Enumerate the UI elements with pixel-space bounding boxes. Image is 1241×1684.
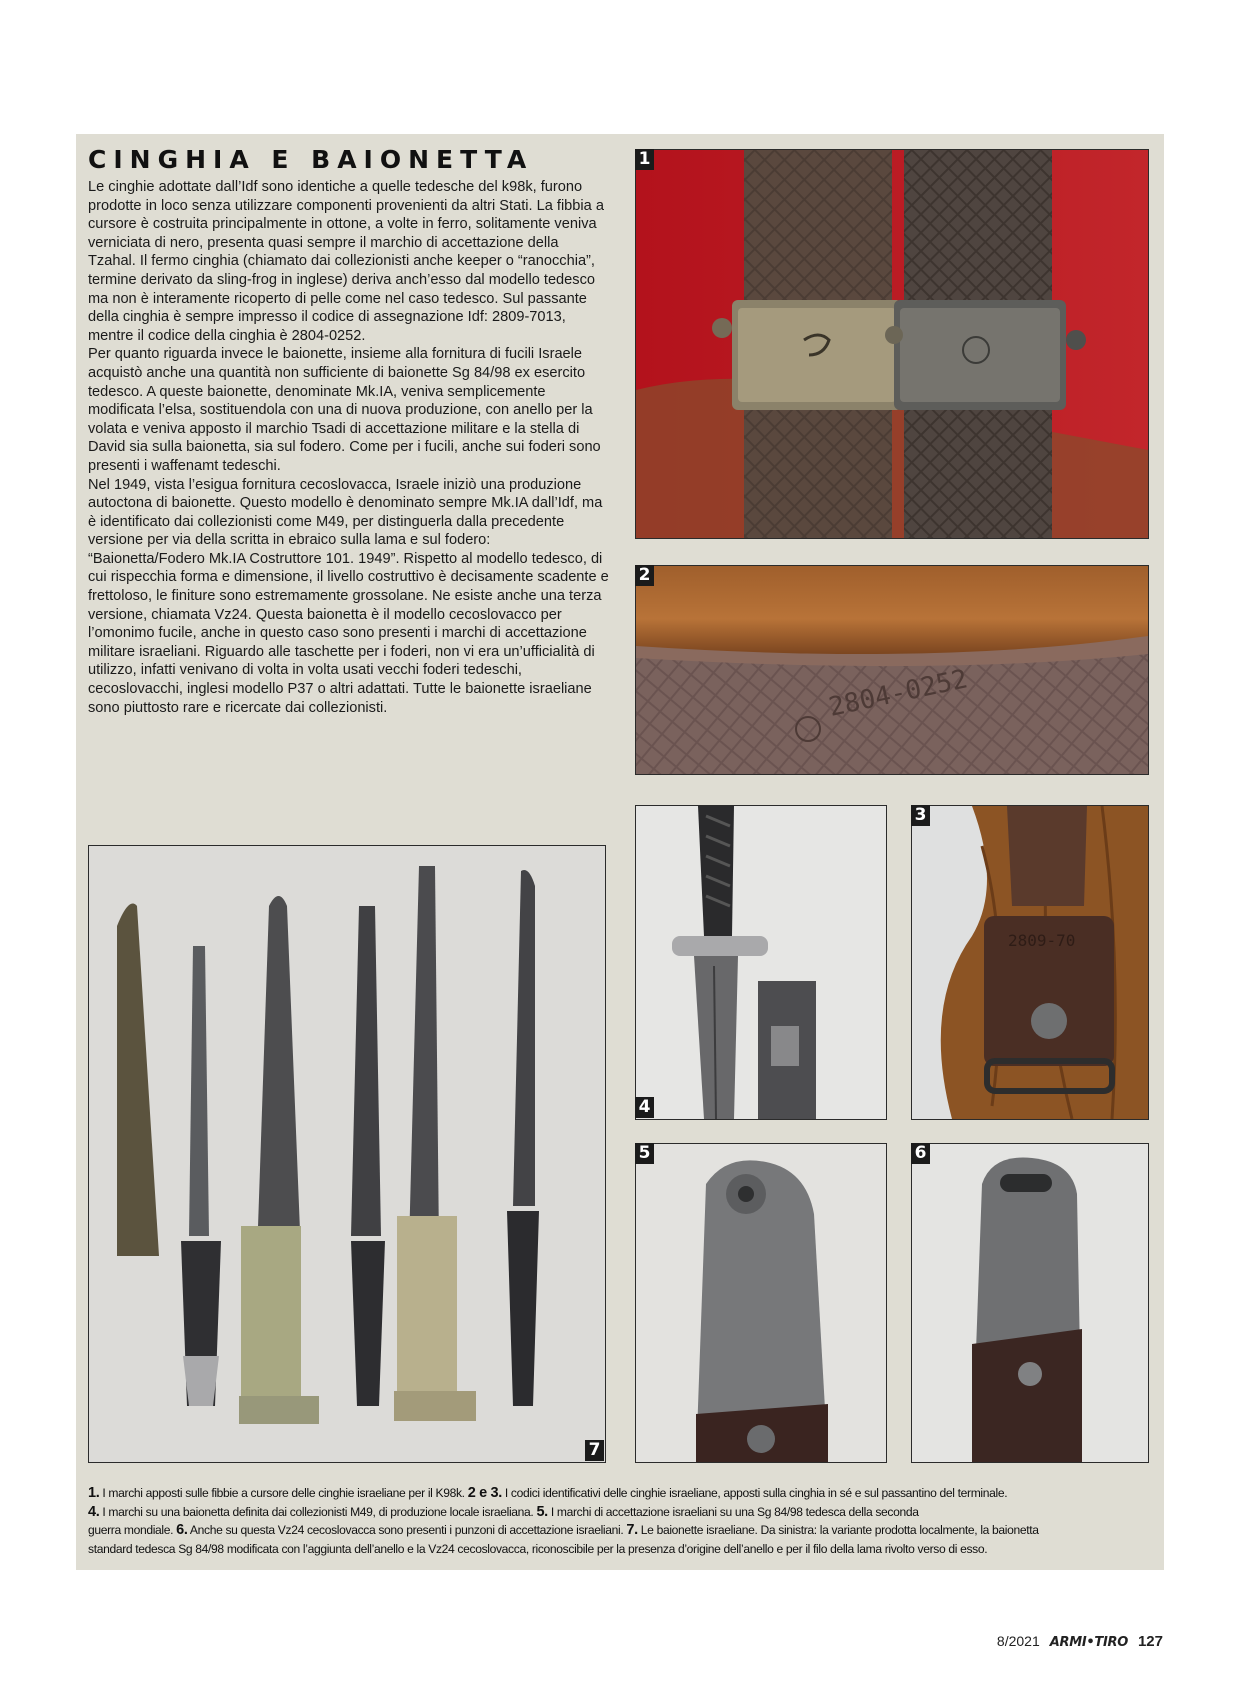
photo-number: 1 [635, 149, 654, 170]
photo-number: 6 [911, 1143, 930, 1164]
photo-vz24-marks [911, 1143, 1149, 1463]
photo-keeper [911, 805, 1149, 1120]
caption-text: Le baionette israeliane. Da sinistra: la variante prodotta localmente, la baionetta [637, 1523, 1039, 1538]
paragraph: Per quanto riguarda invece le baionette, insieme alla fornitura di fucili Israele acquistò anche una quantità non sufficiente di baionette Sg 84/98 ex esercito tedesco. A queste baionette, denominate Mk.IA, veniva semplicemente modificata l’elsa, sostituendola con una di nuova produzione, con anello per la volata e veniva apposto il marchio Tsadi di accettazione militare e la stella di David sia sulla baionetta, sia sul fodero. Come per i fucili, anche sui foderi sono presenti i waffenamt tedeschi. [88, 346, 601, 474]
page-number: 127 [1137, 1633, 1163, 1650]
caption-text: I marchi apposti sulle fibbie a cursore delle cinghie israeliane per il K98k. [99, 1486, 468, 1500]
caption-number: 5. [536, 1503, 548, 1520]
photo-israeli-bayonets [88, 845, 606, 1463]
caption-number: 2 e 3. [467, 1485, 502, 1501]
magazine-name: ARMI•TIRO [1049, 1635, 1128, 1650]
caption-text: I marchi su una baionetta definita dai collezionisti M49, di produzione locale israeliana. [99, 1504, 537, 1519]
photo-number: 2 [635, 565, 654, 586]
photo-captions [88, 1484, 1158, 1558]
photo-sg8498-marks [635, 1143, 887, 1463]
photo-number: 7 [585, 1440, 604, 1461]
caption-line [88, 1503, 1158, 1522]
caption-text: I marchi di accettazione israeliani su una Sg 84/98 tedesca della seconda [547, 1504, 919, 1519]
paragraph: Nel 1949, vista l’esigua fornitura cecoslovacca, Israele iniziò una produzione autoctona di baionette. Questo modello è denominato sempre Mk.IA dall’Idf, ma è identificato dai collezionisti come M49, per distinguerla dalla precedente versione per via della scritta in ebraico sulla lama e sul fodero: “Baionetta/Fodero Mk.IA Costruttore 101. 1949”. Rispetto al modello tedesco, di cui rispecchia forma e dimensione, il livello costruttivo è decisamente scadente e frettoloso, le finiture sono estremamente grossolane. Ne esiste anche una terza versione, chiamata Vz24. Questa baionetta è il modello cecoslovacco per l’omonimo fucile, anche in questo caso sono presenti i marchi di accettazione militare israeliani. Riguardo alle taschette per i foderi, non vi era un’ufficialità di utilizzo, infatti venivano di volta in volta usati vecchi foderi tedeschi, cecoslovacchi, inglesi modello P37 o altri adattati. Tutte le baionette israeliane sono piuttosto rare e ricercate dai collezionisti. [88, 476, 609, 716]
strap-code-stamp: 2804-0252 [826, 664, 971, 723]
page-footer [997, 1633, 1163, 1650]
caption-text: guerra mondiale. [88, 1523, 177, 1538]
caption-text: standard tedesca Sg 84/98 modificata con l’aggiunta dell’anello e la Vz24 cecoslovacca, riconoscibile per la presenza d’origine dell’anello e per il filo della lama rivolto verso di esso. [88, 1541, 988, 1556]
caption-line [88, 1540, 1158, 1559]
article-body [88, 178, 610, 717]
caption-number: 6. [176, 1522, 188, 1539]
photo-strap-code [635, 565, 1149, 775]
caption-text: I codici identificativi delle cinghie israeliane, apposti sulla cinghia in sé e sul passantino del terminale. [501, 1486, 1008, 1500]
issue-date: 8/2021 [996, 1633, 1040, 1649]
keeper-code-stamp: 2809-70 [1008, 931, 1076, 950]
article-title: CINGHIA E BAIONETTA [88, 145, 534, 174]
caption-line [88, 1521, 1158, 1540]
caption-line [88, 1484, 1158, 1503]
caption-number: 1. [88, 1485, 100, 1501]
photo-bayonet-m49 [635, 805, 887, 1120]
photo-number: 4 [635, 1097, 654, 1118]
caption-number: 4. [88, 1503, 100, 1520]
caption-number: 7. [626, 1522, 638, 1539]
photo-buckles [635, 149, 1149, 539]
photo-number: 5 [635, 1143, 654, 1164]
caption-text: Anche su questa Vz24 cecoslovacca sono presenti i punzoni di accettazione israeliani. [187, 1523, 627, 1538]
photo-number: 3 [911, 805, 930, 826]
paragraph: Le cinghie adottate dall’Idf sono identiche a quelle tedesche del k98k, furono prodotte in loco senza utilizzare componenti provenienti da altri Stati. La fibbia a cursore è costruita principalmente in ottone, a volte in ferro, solitamente veniva verniciata di nero, presenta quasi sempre il marchio di accettazione della Tzahal. Il fermo cinghia (chiamato dai collezionisti anche keeper o “ranocchia”, termine derivato da sling-frog in inglese) deriva anch’esso dal modello tedesco ma non è interamente ricoperto di pelle come nel caso tedesco. Sul passante della cinghia è sempre impresso il codice di assegnazione Idf: 2809-7013, mentre il codice della cinghia è 2804-0252. [88, 179, 604, 344]
